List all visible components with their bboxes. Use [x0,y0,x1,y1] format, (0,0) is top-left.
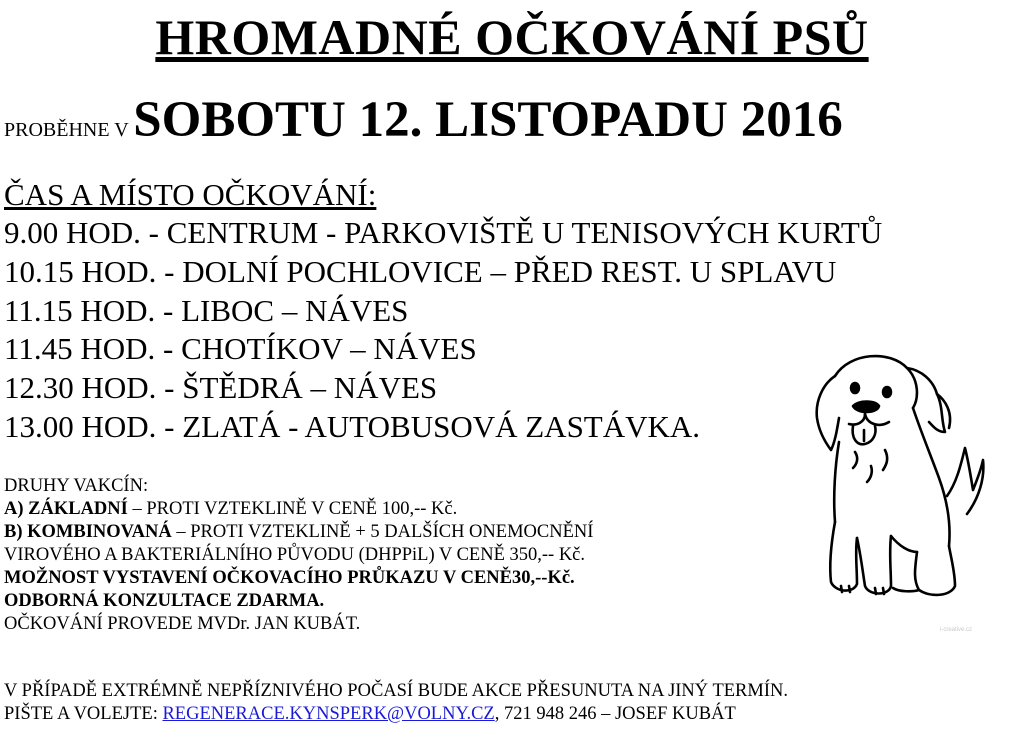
contact-suffix: , 721 948 246 – JOSEF KUBÁT [494,704,736,724]
schedule-item: 12.30 HOD. - ŠTĚDRÁ – NÁVES [4,370,438,406]
contact-line [4,703,788,726]
consult-note: ODBORNÁ KONZULTACE ZDARMA. [4,591,325,611]
email-link[interactable]: REGENERACE.KYNSPERK@VOLNY.CZ [162,704,495,724]
vaccine-b-text-2: VIROVÉHO A BAKTERIÁLNÍHO PŮVODU (DHPPiL) V CENĚ 350,-- Kč. [4,545,586,565]
schedule-item: 11.15 HOD. - LIBOC – NÁVES [4,292,409,328]
dog-illustration-icon [795,346,990,606]
vaccine-b [4,521,593,544]
vaccine-a [4,498,593,521]
schedule-item: 10.15 HOD. - DOLNÍ POCHLOVICE – PŘED REST. U SPLAVU [4,253,837,289]
vaccine-a-label: A) ZÁKLADNÍ [4,499,128,519]
footer [4,680,788,726]
schedule-item: 11.45 HOD. - CHOTÍKOV – NÁVES [4,331,477,367]
contact-prefix: PIŠTE A VOLEJTE: [4,704,163,724]
watermark: i-creative.cz [940,627,973,633]
schedule [4,176,882,447]
vaccine-b-text: – PROTI VZTEKLINĚ + 5 DALŠÍCH ONEMOCNĚNÍ [171,522,594,542]
vaccine-info [4,475,593,636]
schedule-item: 13.00 HOD. - ZLATÁ - AUTOBUSOVÁ ZASTÁVKA. [4,408,701,444]
vet-note: OČKOVÁNÍ PROVEDE MVDr. JAN KUBÁT. [4,614,361,634]
date-line [4,88,843,164]
vaccine-heading: DRUHY VAKCÍN: [4,476,149,496]
event-date: SOBOTU 12. LISTOPADU 2016 [133,92,843,148]
schedule-heading: ČAS A MÍSTO OČKOVÁNÍ: [4,177,377,212]
passport-note: MOŽNOST VYSTAVENÍ OČKOVACÍHO PRŮKAZU V CENĚ30,--Kč. [4,568,575,588]
vaccine-a-text: – PROTI VZTEKLINĚ V CENĚ 100,-- Kč. [127,499,458,519]
vaccine-b-label: B) KOMBINOVANÁ [4,522,172,542]
schedule-item: 9.00 HOD. - CENTRUM - PARKOVIŠTĚ U TENISOVÝCH KURTŮ [4,215,883,250]
date-prefix: PROBĚHNE V [4,119,134,141]
page-title: HROMADNÉ OČKOVÁNÍ PSŮ [155,9,869,65]
weather-note: V PŘÍPADĚ EXTRÉMNĚ NEPŘÍZNIVÉHO POČASÍ BUDE AKCE PŘESUNUTA NA JINÝ TERMÍN. [4,681,788,701]
